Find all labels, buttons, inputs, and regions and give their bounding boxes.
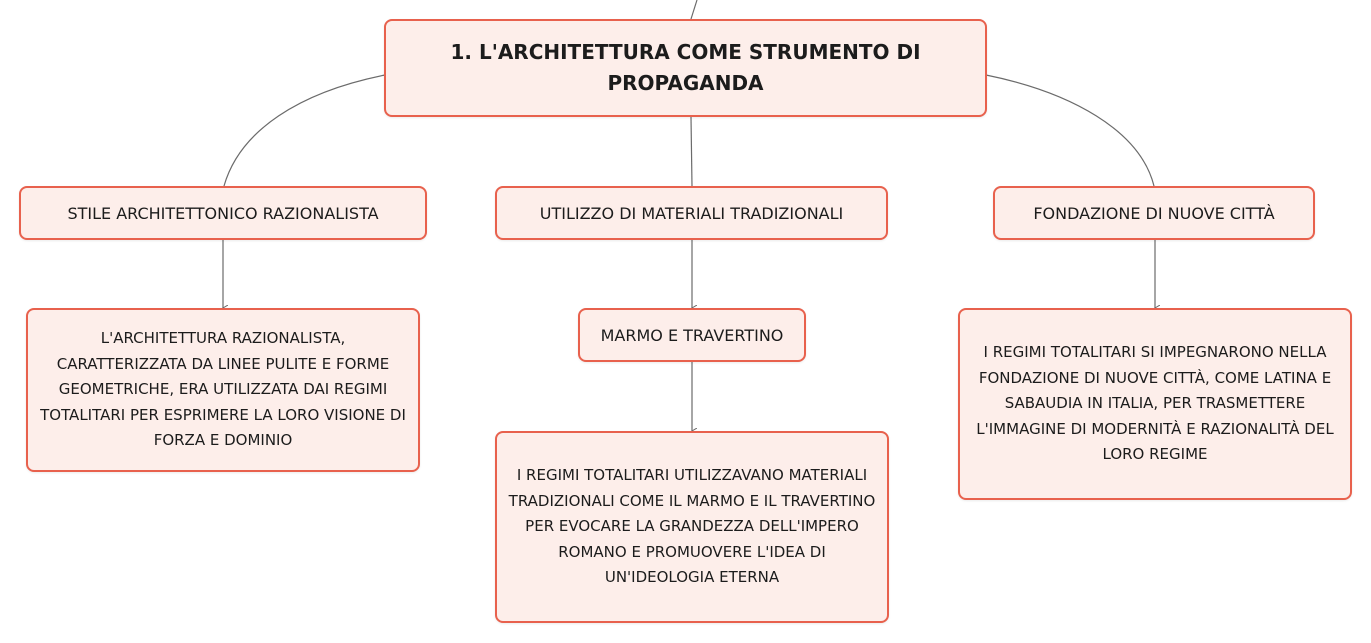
description-text: I REGIMI TOTALITARI UTILIZZAVANO MATERIALI TRADIZIONALI COME IL MARMO E IL TRAVERTINO PER EVOCARE LA GRANDEZZA DELL'IMPERO ROMANO E PROMUOVERE L'IDEA DI UN'IDEOLOGIA ETERNA	[508, 466, 876, 587]
connector-root-to-stile	[224, 75, 385, 186]
subtopic-marmo-travertino[interactable]	[578, 308, 806, 362]
description-razionalista[interactable]	[26, 308, 420, 472]
connector-root-to-utilizzo	[691, 117, 692, 186]
description-nuove-citta[interactable]	[958, 308, 1352, 500]
topic-label: STILE ARCHITETTONICO RAZIONALISTA	[67, 203, 379, 223]
topic-fondazione-citta[interactable]	[993, 186, 1315, 240]
root-topic-title: 1. L'ARCHITETTURA COME STRUMENTO DI PROPAGANDA	[450, 40, 921, 95]
connector-root-to-fondazione	[986, 75, 1154, 186]
topic-materiali-tradizionali[interactable]	[495, 186, 888, 240]
topic-stile-architettonico[interactable]	[19, 186, 427, 240]
topic-label: FONDAZIONE DI NUOVE CITTÀ	[1033, 203, 1275, 223]
description-materiali[interactable]	[495, 431, 889, 623]
description-text: L'ARCHITETTURA RAZIONALISTA, CARATTERIZZATA DA LINEE PULITE E FORME GEOMETRICHE, ERA UTILIZZATA DAI REGIMI TOTALITARI PER ESPRIMERE LA LORO VISIONE DI FORZA E DOMINIO	[40, 329, 406, 450]
description-text: I REGIMI TOTALITARI SI IMPEGNARONO NELLA FONDAZIONE DI NUOVE CITTÀ, COME LATINA E SABAUDIA IN ITALIA, PER TRASMETTERE L'IMMAGINE DI MODERNITÀ E RAZIONALITÀ DEL LORO REGIME	[976, 343, 1334, 464]
subtopic-label: MARMO E TRAVERTINO	[600, 325, 784, 345]
topic-label: UTILIZZO DI MATERIALI TRADIZIONALI	[539, 203, 844, 223]
root-topic-node[interactable]	[384, 19, 987, 117]
connector-parent-to-root	[691, 0, 697, 19]
